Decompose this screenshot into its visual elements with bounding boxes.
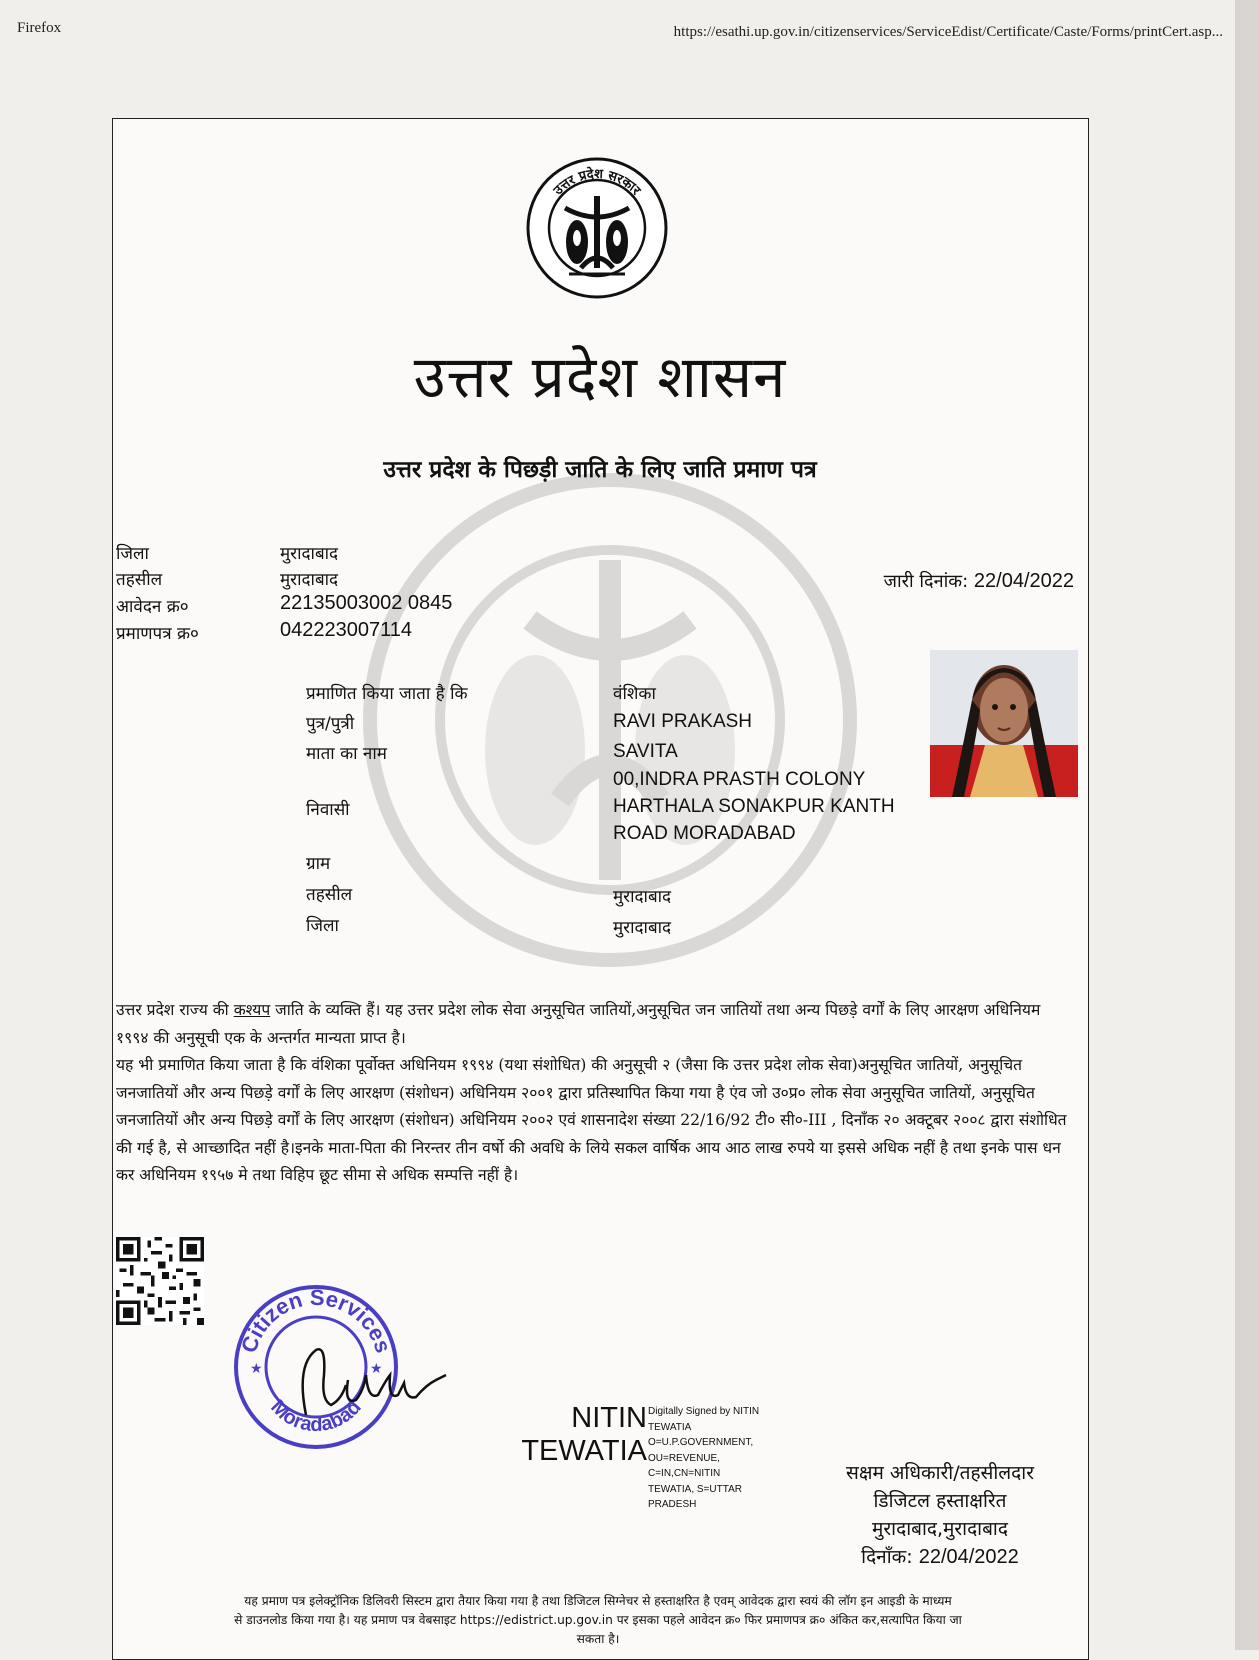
page-url[interactable]: https://esathi.up.gov.in/citizenservices/ServiceEdist/Certificate/Caste/Forms/printCert.asp...	[673, 24, 1223, 40]
mother-label: माता का नाम	[306, 744, 387, 764]
page-title: उत्तर प्रदेश शासन	[413, 343, 787, 411]
handwritten-signature	[286, 1345, 456, 1420]
officer-title: सक्षम अधिकारी/तहसीलदार	[846, 1462, 1034, 1484]
up-government-emblem-icon	[525, 156, 669, 300]
district-value: मुरादाबाद	[280, 544, 339, 564]
certificate-number-label: प्रमाणपत्र क्र०	[116, 624, 199, 644]
district-label: जिला	[116, 544, 149, 564]
stamp-top-text: Citizen Services	[235, 1284, 397, 1356]
officer-signed: डिजिटल हस्ताक्षरित	[873, 1490, 1007, 1512]
resident-label: निवासी	[306, 800, 350, 820]
body-paragraph-1: उत्तर प्रदेश राज्य की कश्यप जाति के व्यक्ति हैं। यह उत्तर प्रदेश लोक सेवा अनुसूचित जातियों,अनुसूचित जन जातियों तथा अन्य पिछड़े वर्गों के लिए आरक्षण अधिनियम १९९४ की अनुसूची एक के अन्तर्गत मान्यता प्राप्त है।	[116, 1001, 1041, 1047]
certificate-subtitle: उत्तर प्रदेश के पिछड़ी जाति के लिए जाति प्रमाण पत्र	[383, 457, 817, 483]
tehsil-value: मुरादाबाद	[280, 570, 339, 590]
issue-date-label: जारी दिनांक:	[883, 571, 969, 592]
digital-signature-details: Digitally Signed by NITIN TEWATIA O=U.P.GOVERNMENT, OU=REVENUE, C=IN,CN=NITIN TEWATIA, S=UTTAR PRADESH	[648, 1406, 760, 1510]
details-district-value: मुरादाबाद	[613, 918, 672, 938]
details-tehsil-value: मुरादाबाद	[613, 887, 672, 907]
application-number-label: आवेदन क्र०	[116, 597, 189, 617]
caste-name: कश्यप	[233, 1001, 271, 1019]
issuing-officer	[820, 1459, 1060, 1571]
page-edge-shadow	[1235, 0, 1259, 1650]
certificate-number-value: 042223007114	[280, 619, 412, 641]
applicant-photo	[930, 650, 1078, 797]
address-line-2: HARTHALA SONAKPUR KANTH	[613, 796, 895, 817]
address-line-1: 00,INDRA PRASTH COLONY	[613, 769, 866, 790]
stamp-bottom-text: Moradabad	[266, 1396, 366, 1437]
parent-name: RAVI PRAKASH	[613, 711, 753, 732]
details-district-label: जिला	[306, 916, 339, 936]
application-number-value: 22135003002 0845	[280, 592, 453, 614]
watermark-emblem-icon	[360, 470, 860, 970]
tehsil-label: तहसील	[116, 570, 163, 590]
digital-signer-name: NITIN TEWATIA	[521, 1402, 647, 1467]
officer-date: दिनाँक: 22/04/2022	[861, 1546, 1019, 1568]
parent-label: पुत्र/पुत्री	[306, 714, 355, 734]
svg-text:★: ★	[370, 1361, 383, 1377]
emblem-text: उत्तर प्रदेश सरकार	[550, 166, 644, 199]
qr-code-icon[interactable]	[116, 1237, 204, 1325]
footer-note: यह प्रमाण पत्र इलेक्ट्रॉनिक डिलिवरी सिस्टम द्वारा तैयार किया गया है तथा डिजिटल सिग्नेचर से हस्ताक्षरित है एवम् आवेदक द्वारा स्वयं की लॉग इन आइडी के माध्यम से डाउनलोड किया गया है। यह प्रमाण पत्र वेबसाइट https://edistrict.up.gov.in पर इसका पहले आवेदन क्र० फिर प्रमाणपत्र क्र० अंकित कर,सत्यापित किया जा सकता है।	[234, 1594, 962, 1646]
browser-name: Firefox	[17, 20, 62, 36]
address-line-3: ROAD MORADABAD	[613, 823, 796, 844]
holder-name: वंशिका	[613, 684, 656, 704]
certificate-body	[116, 997, 1076, 1190]
issue-date-value: 22/04/2022	[973, 570, 1074, 592]
details-tehsil-label: तहसील	[306, 885, 353, 905]
mother-name: SAVITA	[613, 741, 678, 762]
officer-location: मुरादाबाद,मुरादाबाद	[872, 1518, 1008, 1540]
svg-text:★: ★	[250, 1361, 263, 1377]
village-label: ग्राम	[306, 854, 331, 874]
certified-label: प्रमाणित किया जाता है कि	[306, 684, 468, 704]
issue-date	[884, 569, 1074, 593]
body-paragraph-2: यह भी प्रमाणित किया जाता है कि वंशिका पूर्वोक्त अधिनियम १९९४ (यथा संशोधित) की अनुसूची २ (जैसा कि उत्तर प्रदेश लोक सेवा)अनुसूचित जातियों, अनुसूचित जनजातियों और अन्य पिछड़े वर्गों के लिए आरक्षण (संशोधन) अधिनियम २००१ द्वारा प्रतिस्थापित किया गया है एंव जो उ०प्र० लोक सेवा अनुसूचित जातियों, अनुसूचित जनजातियों और अन्य पिछड़े वर्गों के लिए आरक्षण (संशोधन) अधिनियम २००२ एवं शासनादेश संख्या 22/16/92 टी० सी०-III , दिनाँक २० अक्टूबर २००८ द्वारा संशोधित की गई है, से आच्छादित नहीं है।इनके माता-पिता की निरन्तर तीन वर्षो की अवधि के लिये सकल वार्षिक आय आठ लाख रुपये या इससे अधिक नहीं है तथा इनके पास धन कर अधिनियम १९५७ मे तथा विहिप छूट सीमा से अधिक सम्पत्ति नहीं है।	[116, 1056, 1067, 1184]
